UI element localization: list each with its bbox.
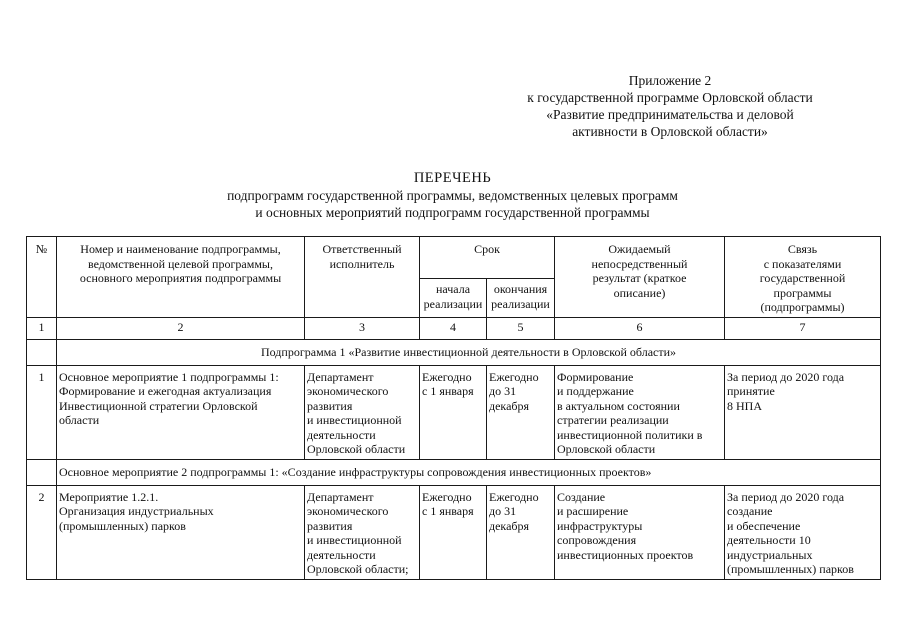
- header-result-line: Ожидаемый: [608, 242, 671, 256]
- row-result-cell: [555, 485, 725, 579]
- annex-line-4: активности в Орловской области»: [572, 124, 768, 139]
- header-row: [27, 237, 881, 279]
- section-row-main-activity-2: [27, 459, 881, 485]
- column-number: 4: [420, 317, 487, 339]
- program-table: [26, 236, 881, 580]
- header-link: [725, 237, 881, 318]
- row-link-line: создание: [727, 504, 773, 518]
- row-result-line: и поддержание: [557, 384, 634, 398]
- table-row: [27, 485, 881, 579]
- row-end-cell: [487, 485, 555, 579]
- row-result-line: инвестиционной политики в: [557, 427, 703, 442]
- row-start-line: Ежегодно: [422, 489, 472, 504]
- header-result-line: непосредственный: [591, 256, 688, 271]
- annex-line-3: «Развитие предпринимательства и деловой: [546, 107, 794, 122]
- row-result-cell: [555, 365, 725, 459]
- row-start-cell: [420, 365, 487, 459]
- row-executor-line: развития: [307, 518, 353, 533]
- row-link-line: принятие: [727, 384, 775, 398]
- annex-line-2: к государственной программе Орловской области: [527, 90, 813, 105]
- header-link-line: Связь: [787, 242, 818, 256]
- title-block: [0, 169, 905, 221]
- row-number: 2: [27, 485, 57, 579]
- annex-line-1: Приложение 2: [628, 73, 712, 88]
- row-start-line: с 1 января: [422, 384, 474, 398]
- header-result: [555, 237, 725, 318]
- section-empty-cell: [27, 339, 57, 365]
- row-name-cell: [57, 365, 305, 459]
- row-name-line: Инвестиционной стратегии Орловской: [59, 398, 258, 413]
- row-end-line: Ежегодно: [489, 489, 539, 504]
- header-num: №: [27, 237, 57, 318]
- row-executor-line: Орловской области;: [307, 562, 409, 576]
- row-name-line: Основное мероприятие 1 подпрограммы 1:: [59, 369, 279, 384]
- row-executor-cell: [305, 365, 420, 459]
- row-link-line: 8 НПА: [727, 398, 762, 413]
- header-name: [57, 237, 305, 318]
- header-executor-line: Ответственный: [322, 242, 402, 256]
- row-executor-line: деятельности: [307, 547, 376, 562]
- row-executor-line: и инвестиционной: [307, 533, 402, 547]
- header-link-line: (подпрограммы): [760, 300, 845, 314]
- row-executor-line: экономического: [307, 504, 389, 518]
- document-subtitle-line-2: и основных мероприятий подпрограмм государственной программы: [255, 205, 650, 220]
- row-executor-line: деятельности: [307, 427, 376, 442]
- section-title-main-activity-2: Основное мероприятие 2 подпрограммы 1: «Создание инфраструктуры сопровождения инвестиционных проектов»: [57, 459, 881, 485]
- column-number: 6: [555, 317, 725, 339]
- row-start-cell: [420, 485, 487, 579]
- row-name-line: области: [59, 413, 100, 427]
- column-number: 2: [57, 317, 305, 339]
- header-term: Срок: [420, 237, 555, 279]
- header-end: [487, 279, 555, 318]
- header-link-line: программы: [773, 285, 832, 300]
- row-end-line: декабря: [489, 398, 530, 413]
- column-number: 1: [27, 317, 57, 339]
- row-link-line: За период до 2020 года: [727, 369, 845, 384]
- row-result-line: Создание: [557, 489, 606, 504]
- header-link-line: государственной: [759, 271, 846, 285]
- row-name-line: (промышленных) парков: [59, 518, 186, 533]
- row-link-line: За период до 2020 года: [727, 489, 845, 504]
- row-result-line: и расширение: [557, 504, 629, 518]
- row-result-line: Формирование: [557, 369, 634, 384]
- header-executor: [305, 237, 420, 318]
- row-name-cell: [57, 485, 305, 579]
- row-link-line: (промышленных) парков: [727, 562, 854, 576]
- row-name-line: Организация индустриальных: [59, 504, 214, 518]
- row-executor-line: Орловской области: [307, 442, 406, 456]
- row-result-line: сопровождения: [557, 533, 637, 547]
- row-end-cell: [487, 365, 555, 459]
- row-result-line: инфраструктуры: [557, 518, 643, 533]
- row-executor-cell: [305, 485, 420, 579]
- row-result-line: стратегии реализации: [557, 413, 669, 427]
- row-result-line: в актуальном состоянии: [557, 398, 680, 413]
- section-empty-cell: [27, 459, 57, 485]
- row-end-line: Ежегодно: [489, 369, 539, 384]
- row-end-line: до 31: [489, 384, 517, 398]
- column-number: 3: [305, 317, 420, 339]
- section-title-subprogram-1: Подпрограмма 1 «Развитие инвестиционной деятельности в Орловской области»: [57, 339, 881, 365]
- document-title: ПЕРЕЧЕНЬ: [413, 170, 492, 186]
- row-result-line: инвестиционных проектов: [557, 547, 694, 562]
- row-executor-line: экономического: [307, 384, 389, 398]
- row-name-line: Мероприятие 1.2.1.: [59, 489, 159, 504]
- header-name-line: основного мероприятия подпрограммы: [79, 271, 282, 285]
- header-start-line: реализации: [423, 296, 483, 311]
- row-link-cell: [725, 365, 881, 459]
- row-link-line: индустриальных: [727, 547, 813, 562]
- header-name-line: Номер и наименование подпрограммы,: [80, 242, 281, 256]
- row-end-line: декабря: [489, 518, 530, 533]
- document-subtitle-line-1: подпрограмм государственной программы, ведомственных целевых программ: [227, 188, 678, 203]
- row-end-line: до 31: [489, 504, 517, 518]
- row-start-line: с 1 января: [422, 504, 474, 518]
- column-number: 5: [487, 317, 555, 339]
- header-result-line: описание): [613, 285, 666, 300]
- row-number: 1: [27, 365, 57, 459]
- column-number: 7: [725, 317, 881, 339]
- header-start-line: начала: [435, 282, 471, 296]
- row-executor-line: Департамент: [307, 489, 374, 504]
- header-result-line: результат (краткое: [592, 271, 687, 285]
- row-executor-line: развития: [307, 398, 353, 413]
- header-link-line: с показателями: [763, 256, 842, 271]
- annex-block: [470, 72, 870, 140]
- header-end-line: окончания: [493, 282, 548, 296]
- row-link-line: и обеспечение: [727, 518, 801, 533]
- column-number-row: [27, 317, 881, 339]
- row-name-line: Формирование и ежегодная актуализация: [59, 384, 272, 398]
- row-link-line: деятельности 10: [727, 533, 811, 547]
- header-end-line: реализации: [491, 296, 550, 311]
- header-name-line: ведомственной целевой программы,: [88, 256, 273, 271]
- row-result-line: Орловской области: [557, 442, 656, 456]
- row-link-cell: [725, 485, 881, 579]
- table-row: [27, 365, 881, 459]
- header-executor-line: исполнитель: [329, 256, 395, 271]
- row-executor-line: и инвестиционной: [307, 413, 402, 427]
- row-start-line: Ежегодно: [422, 369, 472, 384]
- header-start: [420, 279, 487, 318]
- section-row-subprogram-1: [27, 339, 881, 365]
- row-executor-line: Департамент: [307, 369, 374, 384]
